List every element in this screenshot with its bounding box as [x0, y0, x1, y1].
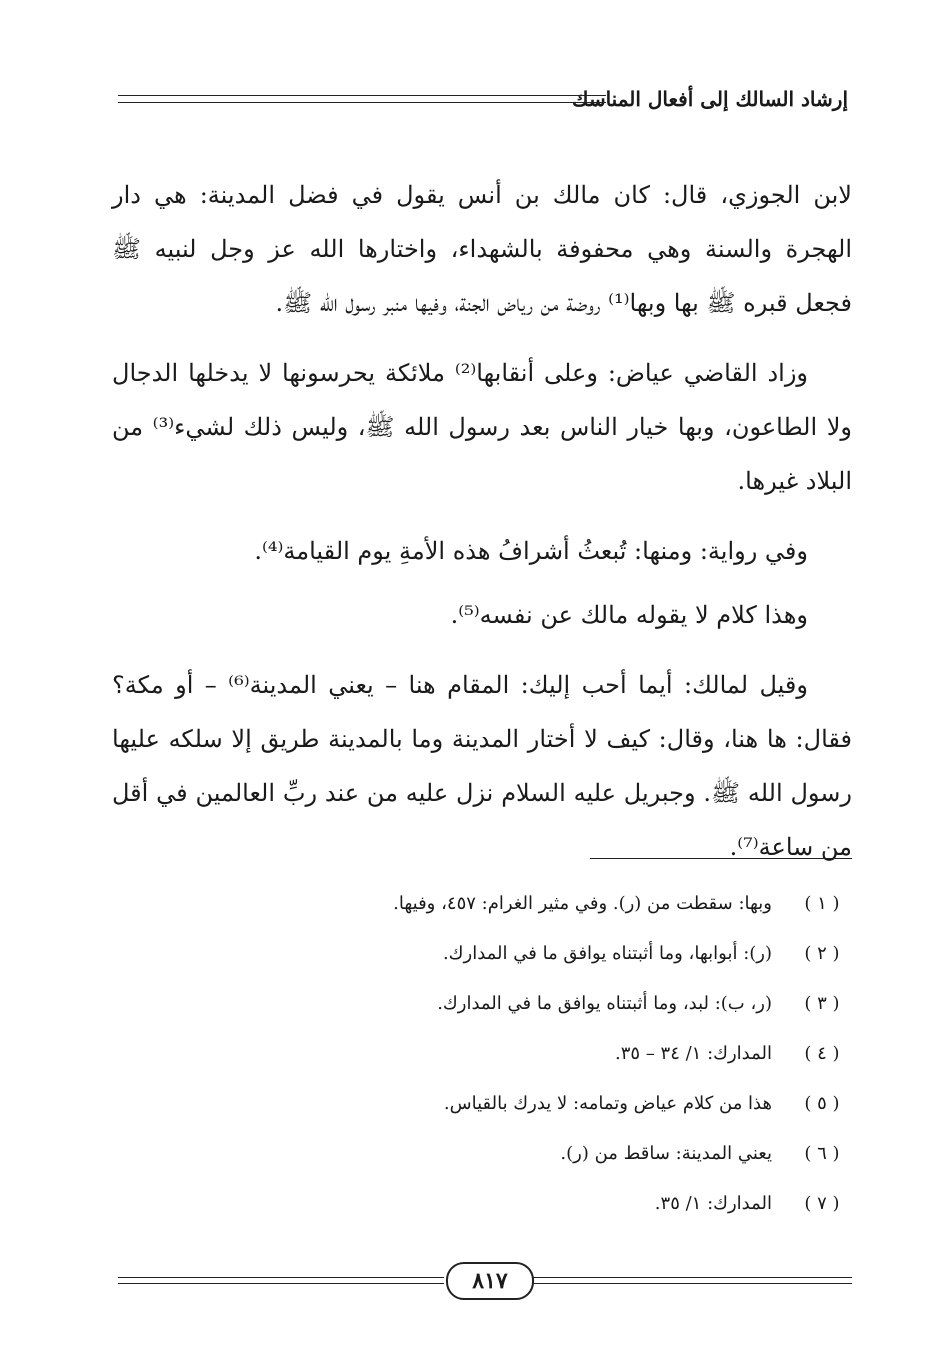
footnote-number: ( ٧ ) [804, 1193, 840, 1214]
footnote-text: المدارك: ١/ ٣٤ – ٣٥. [615, 1043, 772, 1064]
footnote-text: هذا من كلام عياض وتمامه: لا يدرك بالقياس. [443, 1093, 772, 1114]
footnote [120, 1184, 852, 1234]
footnote-number: ( ٣ ) [804, 993, 840, 1014]
footer-double-rule-right [530, 1277, 852, 1284]
footnote-text: وبها: سقطت من (ر). وفي مثير الغرام: ٤٥٧، وفيها. [393, 893, 772, 914]
paragraph: وفي رواية: ومنها: تُبعثُ أشرافُ هذه الأمةِ يوم القيامة⁽⁴⁾. [254, 537, 808, 565]
footnote-number: ( ٦ ) [804, 1143, 840, 1164]
footnote-text: (ر): أبوابها، وما أثبتناه يوافق ما في المدارك. [442, 943, 772, 964]
footnote [120, 1084, 852, 1134]
main-text [112, 168, 852, 890]
running-title: إرشاد السالك إلى أفعال المناسك [571, 87, 848, 111]
footnote [120, 1034, 852, 1084]
footnote [120, 1134, 852, 1184]
footnote-number: ( ٤ ) [804, 1043, 840, 1064]
running-header [118, 84, 848, 114]
footnote [120, 934, 852, 984]
footnote-text: يعني المدينة: ساقط من (ر). [560, 1143, 772, 1164]
paragraph: وقيل لمالك: أيما أحب إليك: المقام هنا – يعني المدينة⁽⁶⁾ – أو مكة؟ فقال: ها هنا، وقال: كيف لا أختار المدينة وما بالمدينة طريق إلا سلكه عليها رسول الله ﷺ. وجبريل عليه السلام نزل عليه من عند ربِّ العالمين في أقل من ساعة⁽⁷⁾. [112, 671, 852, 861]
header-double-rule [118, 95, 606, 103]
footer-double-rule-left [118, 1277, 444, 1284]
footnote-text: (ر، ب): لبد، وما أثبتناه يوافق ما في المدارك. [437, 993, 772, 1014]
paragraph: لابن الجوزي، قال: كان مالك بن أنس يقول في فضل المدينة: هي دار الهجرة والسنة وهي محفوفة بالشهداء، واختارها الله عز وجل لنبيه ﷺ فجعل قبره ﷺ بها وبها⁽¹⁾ روضة من رياض الجنة، وفيها منبر رسول الله ﷺ. [112, 181, 853, 317]
footnotes [120, 884, 852, 1234]
page-number: ٨١٧ [446, 1262, 534, 1300]
footnote [120, 884, 852, 934]
footnote-separator [590, 858, 852, 859]
paragraph: وزاد القاضي عياض: وعلى أنقابها⁽²⁾ ملائكة يحرسونها لا يدخلها الدجال ولا الطاعون، وبها خيار الناس بعد رسول الله ﷺ، وليس ذلك لشيء⁽³⁾ من البلاد غيرها. [112, 359, 852, 495]
footnote-number: ( ١ ) [804, 893, 840, 914]
footnote-text: المدارك: ١/ ٣٥. [654, 1193, 772, 1214]
page-footer [118, 1262, 852, 1304]
footnote-number: ( ٥ ) [804, 1093, 840, 1114]
footnote-number: ( ٢ ) [804, 943, 840, 964]
paragraph: وهذا كلام لا يقوله مالك عن نفسه⁽⁵⁾. [450, 601, 808, 629]
footnote [120, 984, 852, 1034]
